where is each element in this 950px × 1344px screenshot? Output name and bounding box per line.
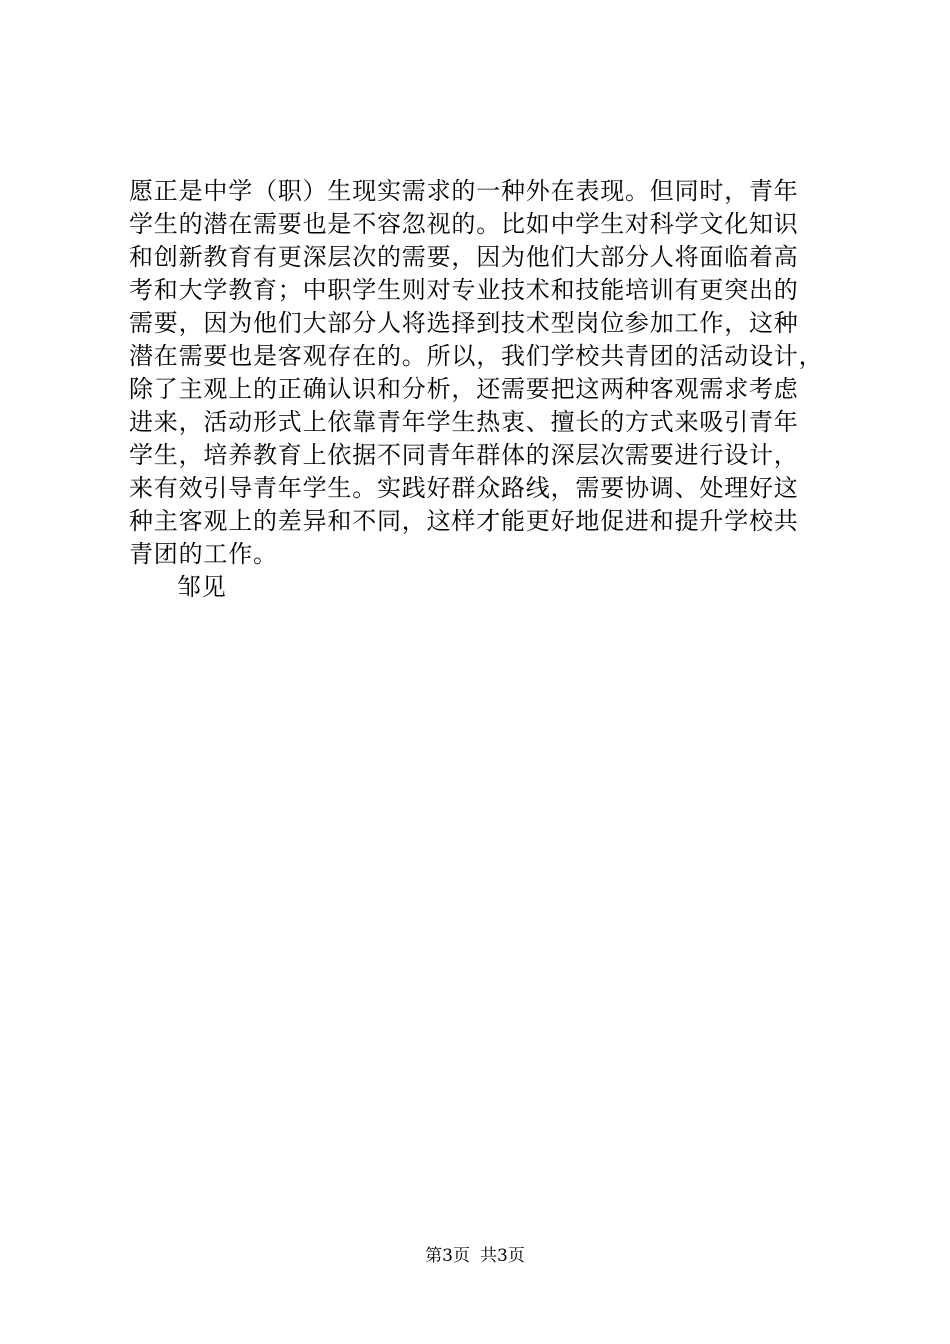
paragraph-line: 潜在需要也是客观存在的。所以，我们学校共青团的活动设计，	[129, 342, 824, 370]
paragraph-line: 青团的工作。	[129, 540, 278, 568]
paragraph-line: 需要，因为他们大部分人将选择到技术型岗位参加工作，这种	[129, 309, 799, 337]
paragraph-line: 愿正是中学（职）生现实需求的一种外在表现。但同时，青年	[129, 177, 799, 205]
paragraph-line: 考和大学教育；中职学生则对专业技术和技能培训有更突出的	[129, 276, 799, 304]
paragraph-line: 种主客观上的差异和不同，这样才能更好地促进和提升学校共	[129, 507, 799, 535]
paragraph-line: 除了主观上的正确认识和分析，还需要把这两种客观需求考虑	[129, 375, 799, 403]
page-footer	[0, 1244, 950, 1268]
author-signature: 邹见	[177, 573, 227, 601]
page-total: 共3页	[480, 1246, 525, 1266]
paragraph-line: 和创新教育有更深层次的需要，因为他们大部分人将面临着高	[129, 243, 799, 271]
page-number: 第3页	[425, 1246, 470, 1266]
paragraph-line: 学生，培养教育上依据不同青年群体的深层次需要进行设计，	[129, 441, 799, 469]
paragraph-line: 进来，活动形式上依靠青年学生热衷、擅长的方式来吸引青年	[129, 408, 799, 436]
body-paragraph	[129, 175, 849, 604]
paragraph-line: 学生的潜在需要也是不容忽视的。比如中学生对科学文化知识	[129, 210, 799, 238]
paragraph-line: 来有效引导青年学生。实践好群众路线，需要协调、处理好这	[129, 474, 799, 502]
